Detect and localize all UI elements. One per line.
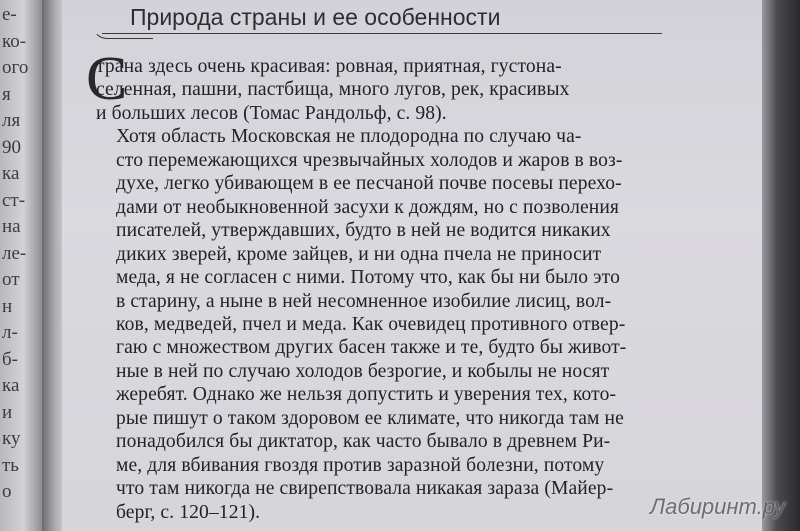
text-line: писателей, утверждавших, будто в ней не водится никаких: [116, 220, 611, 242]
running-head-rule: [102, 33, 662, 34]
book-gutter: [42, 0, 62, 531]
left-page-fragment: ого: [2, 57, 29, 78]
left-page-fragment: ст-: [2, 189, 26, 211]
text-line: Хотя область Московская не плодородна по случаю ча-: [116, 126, 582, 148]
book-page: [62, 0, 762, 531]
left-page-fragment: на: [2, 216, 21, 237]
text-line: меда, я не согласен с ними. Потому что, как бы ни было это: [116, 267, 620, 289]
left-page-fragment: л-: [2, 322, 18, 343]
page-block-edge: [762, 0, 800, 531]
text-line: ков, медведей, пчел и меда. Как очевидец противного отвер-: [116, 313, 626, 335]
text-line: понадобился бы диктатор, как часто бывало в древнем Ри-: [116, 431, 611, 453]
left-page-edge: [0, 0, 42, 531]
text-line: и больших лесов (Томас Рандольф, с. 98).: [96, 102, 447, 124]
text-line: жеребят. Однако же нельзя допустить и уверения тех, кото-: [116, 384, 617, 406]
left-page-fragment: ле-: [2, 242, 27, 264]
text-line: рые пишут о таком здоровом ее климате, что никогда там не: [116, 407, 624, 429]
left-page-fragment: н: [2, 295, 13, 317]
text-line: сто перемежающихся чрезвычайных холодов и жаров в воз-: [116, 149, 623, 171]
text-line: ные в ней по случаю холодов безрогие, и кобылы не носят: [116, 360, 610, 382]
text-line: диких зверей, кроме зайцев, и ни одна пчела не приносит: [116, 243, 602, 265]
left-page-fragment: е-: [2, 4, 17, 25]
left-page-fragment: ля: [2, 110, 21, 131]
text-line: дами от необыкновенной засухи к дождям, но с позволения: [116, 196, 620, 218]
drop-cap: С: [86, 45, 128, 113]
text-line: селенная, пашни, пастбища, много лугов, рек, красивых: [96, 79, 570, 101]
left-page-fragment: б-: [2, 348, 18, 370]
running-head: Природа страны и ее особенности: [130, 4, 501, 30]
text-line: ме, для вбивания гвоздя против заразной болезни, потому: [116, 454, 605, 476]
text-line: что там никогда не свирепствовала никакая зараза (Майер-: [116, 478, 614, 500]
left-page-fragment: я: [2, 83, 11, 105]
left-page-fragment: ко-: [2, 30, 27, 52]
text-line: берг, с. 120–121).: [116, 501, 261, 523]
text-line: гаю с множеством других басен также и те, будто бы живот-: [116, 337, 627, 359]
left-page-fragment: 90: [2, 136, 21, 158]
left-page-fragment: и: [2, 401, 13, 423]
left-page-fragment: ка: [2, 375, 20, 396]
left-page-fragment: ка: [2, 163, 20, 184]
text-line: духе, легко убивающем в ее песчаной почве посевы перехо-: [116, 173, 622, 195]
watermark-logo: Лабиринт.ру: [650, 494, 786, 519]
left-page-fragment: о: [2, 481, 12, 502]
left-page-fragment: от: [2, 269, 20, 290]
text-line: трана здесь очень красивая: ровная, приятная, густона-: [96, 56, 562, 77]
left-page-fragment: ку: [2, 428, 21, 449]
left-page-fragment: ть: [2, 454, 19, 476]
text-line: в старину, а ныне в ней несомненное изобилие лисиц, вол-: [116, 290, 612, 312]
